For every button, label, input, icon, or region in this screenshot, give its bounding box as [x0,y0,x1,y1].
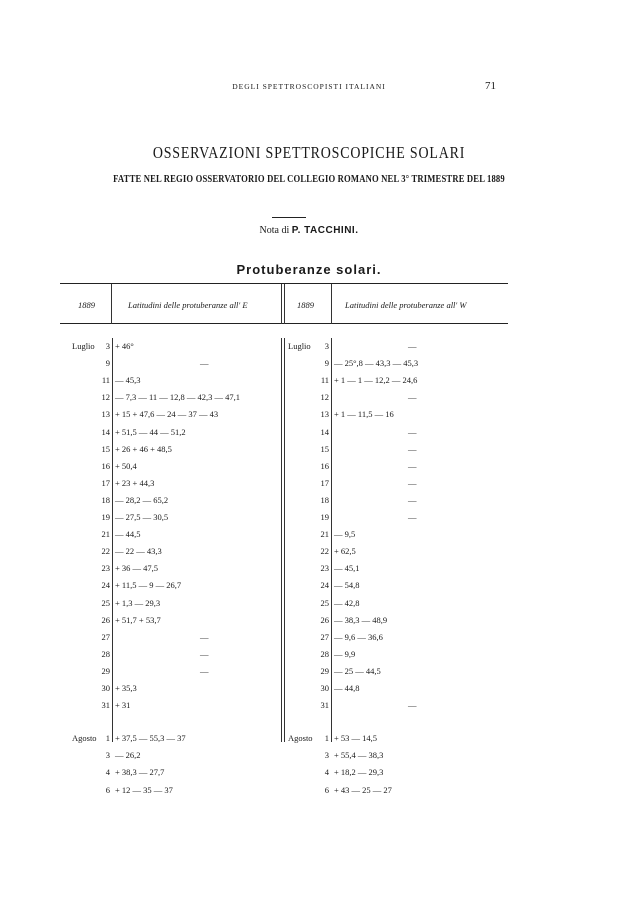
west-latitudes: — [408,443,417,454]
table-row [0,492,618,509]
table-row [0,612,618,629]
west-latitudes: — 38,3 — 48,9 [334,614,388,625]
right-day-label: 26 [320,614,329,625]
table-row [0,389,618,406]
right-day-label: 3 [324,341,329,351]
left-column-header: Latitudini delle protuberanze all' E [128,300,248,310]
left-month-label: Agosto [72,733,97,744]
right-day-label: 17 [320,477,329,488]
right-day-label: 22 [320,546,329,557]
west-latitudes: — 25°,8 — 43,3 — 45,3 [334,358,419,369]
east-latitudes: — 22 — 43,3 [115,546,162,557]
right-day-label: 24 [320,580,329,591]
left-day-label: 3 [105,341,110,351]
west-latitudes: — [408,512,417,522]
left-day-label: 23 [101,563,110,574]
west-latitudes: — 9,9 [334,648,356,659]
left-day-label: 26 [101,614,110,625]
note-author: P. TACCHINI. [291,225,359,236]
left-year-header: 1889 [78,300,95,310]
table-row [0,458,618,475]
west-latitudes: — [408,392,417,403]
table-row [0,338,618,355]
section-title: Protuberanze solari. [236,262,382,277]
right-day-label: 25 [320,597,329,608]
west-latitudes: — 9,5 [334,529,356,540]
left-day-label: 11 [101,375,110,386]
table-row [0,372,618,389]
left-day-label: 27 [101,631,110,642]
east-latitudes: + 46° [115,341,134,351]
left-day-label: 25 [101,597,110,608]
west-latitudes: — [408,494,417,505]
right-day-label: 23 [320,563,329,574]
left-day-label: 12 [101,392,110,403]
left-day-label: 21 [101,529,110,540]
page-number: 71 [485,80,496,92]
east-latitudes: — 28,2 — 65,2 [115,494,169,505]
east-latitudes: — 26,2 [115,750,141,761]
east-latitudes: — [200,358,209,369]
left-day-label: 28 [101,648,110,659]
table-row [0,355,618,372]
table-row [0,577,618,594]
west-latitudes: — 25 — 44,5 [334,665,381,676]
right-day-label: 21 [320,529,329,540]
table-row [0,595,618,612]
right-day-label: 12 [320,392,329,403]
table-row [0,509,618,526]
left-day-label: 19 [101,512,110,522]
west-latitudes: — 54,8 [334,580,360,591]
right-day-label: 14 [320,426,329,437]
right-day-label: 15 [320,443,329,454]
east-latitudes: — [200,648,209,659]
left-day-label: 14 [101,426,110,437]
east-latitudes: — 45,3 [115,375,141,386]
west-latitudes: — [408,426,417,437]
running-head: DEGLI SPETTROSCOPISTI ITALIANI [232,82,386,91]
east-latitudes: + 35,3 [115,683,137,693]
left-day-label: 22 [101,546,110,557]
west-latitudes: — [408,700,417,711]
left-day-label: 24 [101,580,110,591]
table-row [0,475,618,492]
east-latitudes: + 23 + 44,3 [115,477,155,488]
author-note [0,225,618,236]
east-latitudes: — 7,3 — 11 — 12,8 — 42,3 — 47,1 [115,392,241,403]
west-latitudes: — 42,8 [334,597,360,608]
left-day-label: 31 [101,700,110,711]
left-day-label: 1 [105,733,110,744]
right-month-label: Agosto [288,733,313,744]
west-latitudes: + 43 — 25 — 27 [334,784,392,795]
west-latitudes: + 53 — 14,5 [334,733,378,744]
table-row [0,441,618,458]
header-divider [281,284,282,324]
right-day-label: 16 [320,460,329,471]
table-row [0,526,618,543]
right-day-label: 30 [320,683,329,693]
west-latitudes: + 55,4 — 38,3 [334,750,384,761]
west-latitudes: + 1 — 11,5 — 16 [334,409,394,420]
west-latitudes: — [408,460,417,471]
table-row [0,697,618,714]
left-day-label: 30 [101,683,110,693]
table-row [0,782,618,799]
note-prefix: Nota di [259,225,290,236]
east-latitudes: + 26 + 46 + 48,5 [115,443,172,454]
table-row [0,406,618,423]
right-day-label: 11 [320,375,329,386]
right-day-label: 3 [324,750,329,761]
right-day-label: 18 [320,494,329,505]
east-latitudes: + 1,3 — 29,3 [115,597,161,608]
east-latitudes: + 31 [115,700,131,711]
west-latitudes: + 1 — 1 — 12,2 — 24,6 [334,375,418,386]
west-latitudes: — 9,6 — 36,6 [334,631,383,642]
right-day-label: 31 [320,700,329,711]
left-day-label: 29 [101,665,110,676]
west-latitudes: + 18,2 — 29,3 [334,767,384,778]
table-row [0,646,618,663]
page-title: OSSERVAZIONI SPETTROSCOPICHE SOLARI [152,143,466,162]
left-day-label: 4 [105,767,110,778]
east-latitudes: + 15 + 47,6 — 24 — 37 — 43 [115,409,219,420]
west-latitudes: — [408,341,417,351]
left-day-label: 3 [105,750,110,761]
east-latitudes: + 12 — 35 — 37 [115,784,173,795]
west-latitudes: — 45,1 [334,563,360,574]
table-row [0,747,618,764]
left-day-label: 15 [101,443,110,454]
east-latitudes: + 51,7 + 53,7 [115,614,161,625]
left-month-label: Luglio [72,341,95,351]
table-row [0,680,618,697]
right-month-label: Luglio [288,341,311,351]
header-divider [111,284,112,324]
right-day-label: 6 [324,784,329,795]
east-latitudes: + 50,4 [115,460,137,471]
west-latitudes: — 44,8 [334,683,360,693]
right-day-label: 13 [320,409,329,420]
left-day-label: 16 [101,460,110,471]
header-divider [284,284,285,324]
right-day-label: 1 [324,733,329,744]
east-latitudes: + 37,5 — 55,3 — 37 [115,733,186,744]
east-latitudes: + 36 — 47,5 [115,563,159,574]
east-latitudes: — [200,631,209,642]
left-day-label: 17 [101,477,110,488]
table-row [0,629,618,646]
right-day-label: 19 [320,512,329,522]
header-divider [331,284,332,324]
east-latitudes: — 44,5 [115,529,141,540]
title-divider [272,217,306,218]
right-column-header: Latitudini delle protuberanze all' W [345,300,467,310]
table-row [0,543,618,560]
table-row [0,560,618,577]
left-day-label: 13 [101,409,110,420]
left-day-label: 18 [101,494,110,505]
table-row [0,663,618,680]
right-day-label: 4 [324,767,329,778]
right-day-label: 9 [324,358,329,369]
right-year-header: 1889 [297,300,314,310]
east-latitudes: — 27,5 — 30,5 [115,512,169,522]
east-latitudes: + 51,5 — 44 — 51,2 [115,426,186,437]
table-row [0,764,618,781]
page-subtitle: FATTE NEL REGIO OSSERVATORIO DEL COLLEGIO ROMANO NEL 3° TRIMESTRE DEL 1889 [113,174,505,185]
east-latitudes: — [200,665,209,676]
right-day-label: 29 [320,665,329,676]
table-row [0,424,618,441]
east-latitudes: + 38,3 — 27,7 [115,767,165,778]
right-day-label: 28 [320,648,329,659]
table-row [0,730,618,747]
right-day-label: 27 [320,631,329,642]
west-latitudes: — [408,477,417,488]
east-latitudes: + 11,5 — 9 — 26,7 [115,580,182,591]
left-day-label: 6 [105,784,110,795]
left-day-label: 9 [105,358,110,369]
west-latitudes: + 62,5 [334,546,356,557]
